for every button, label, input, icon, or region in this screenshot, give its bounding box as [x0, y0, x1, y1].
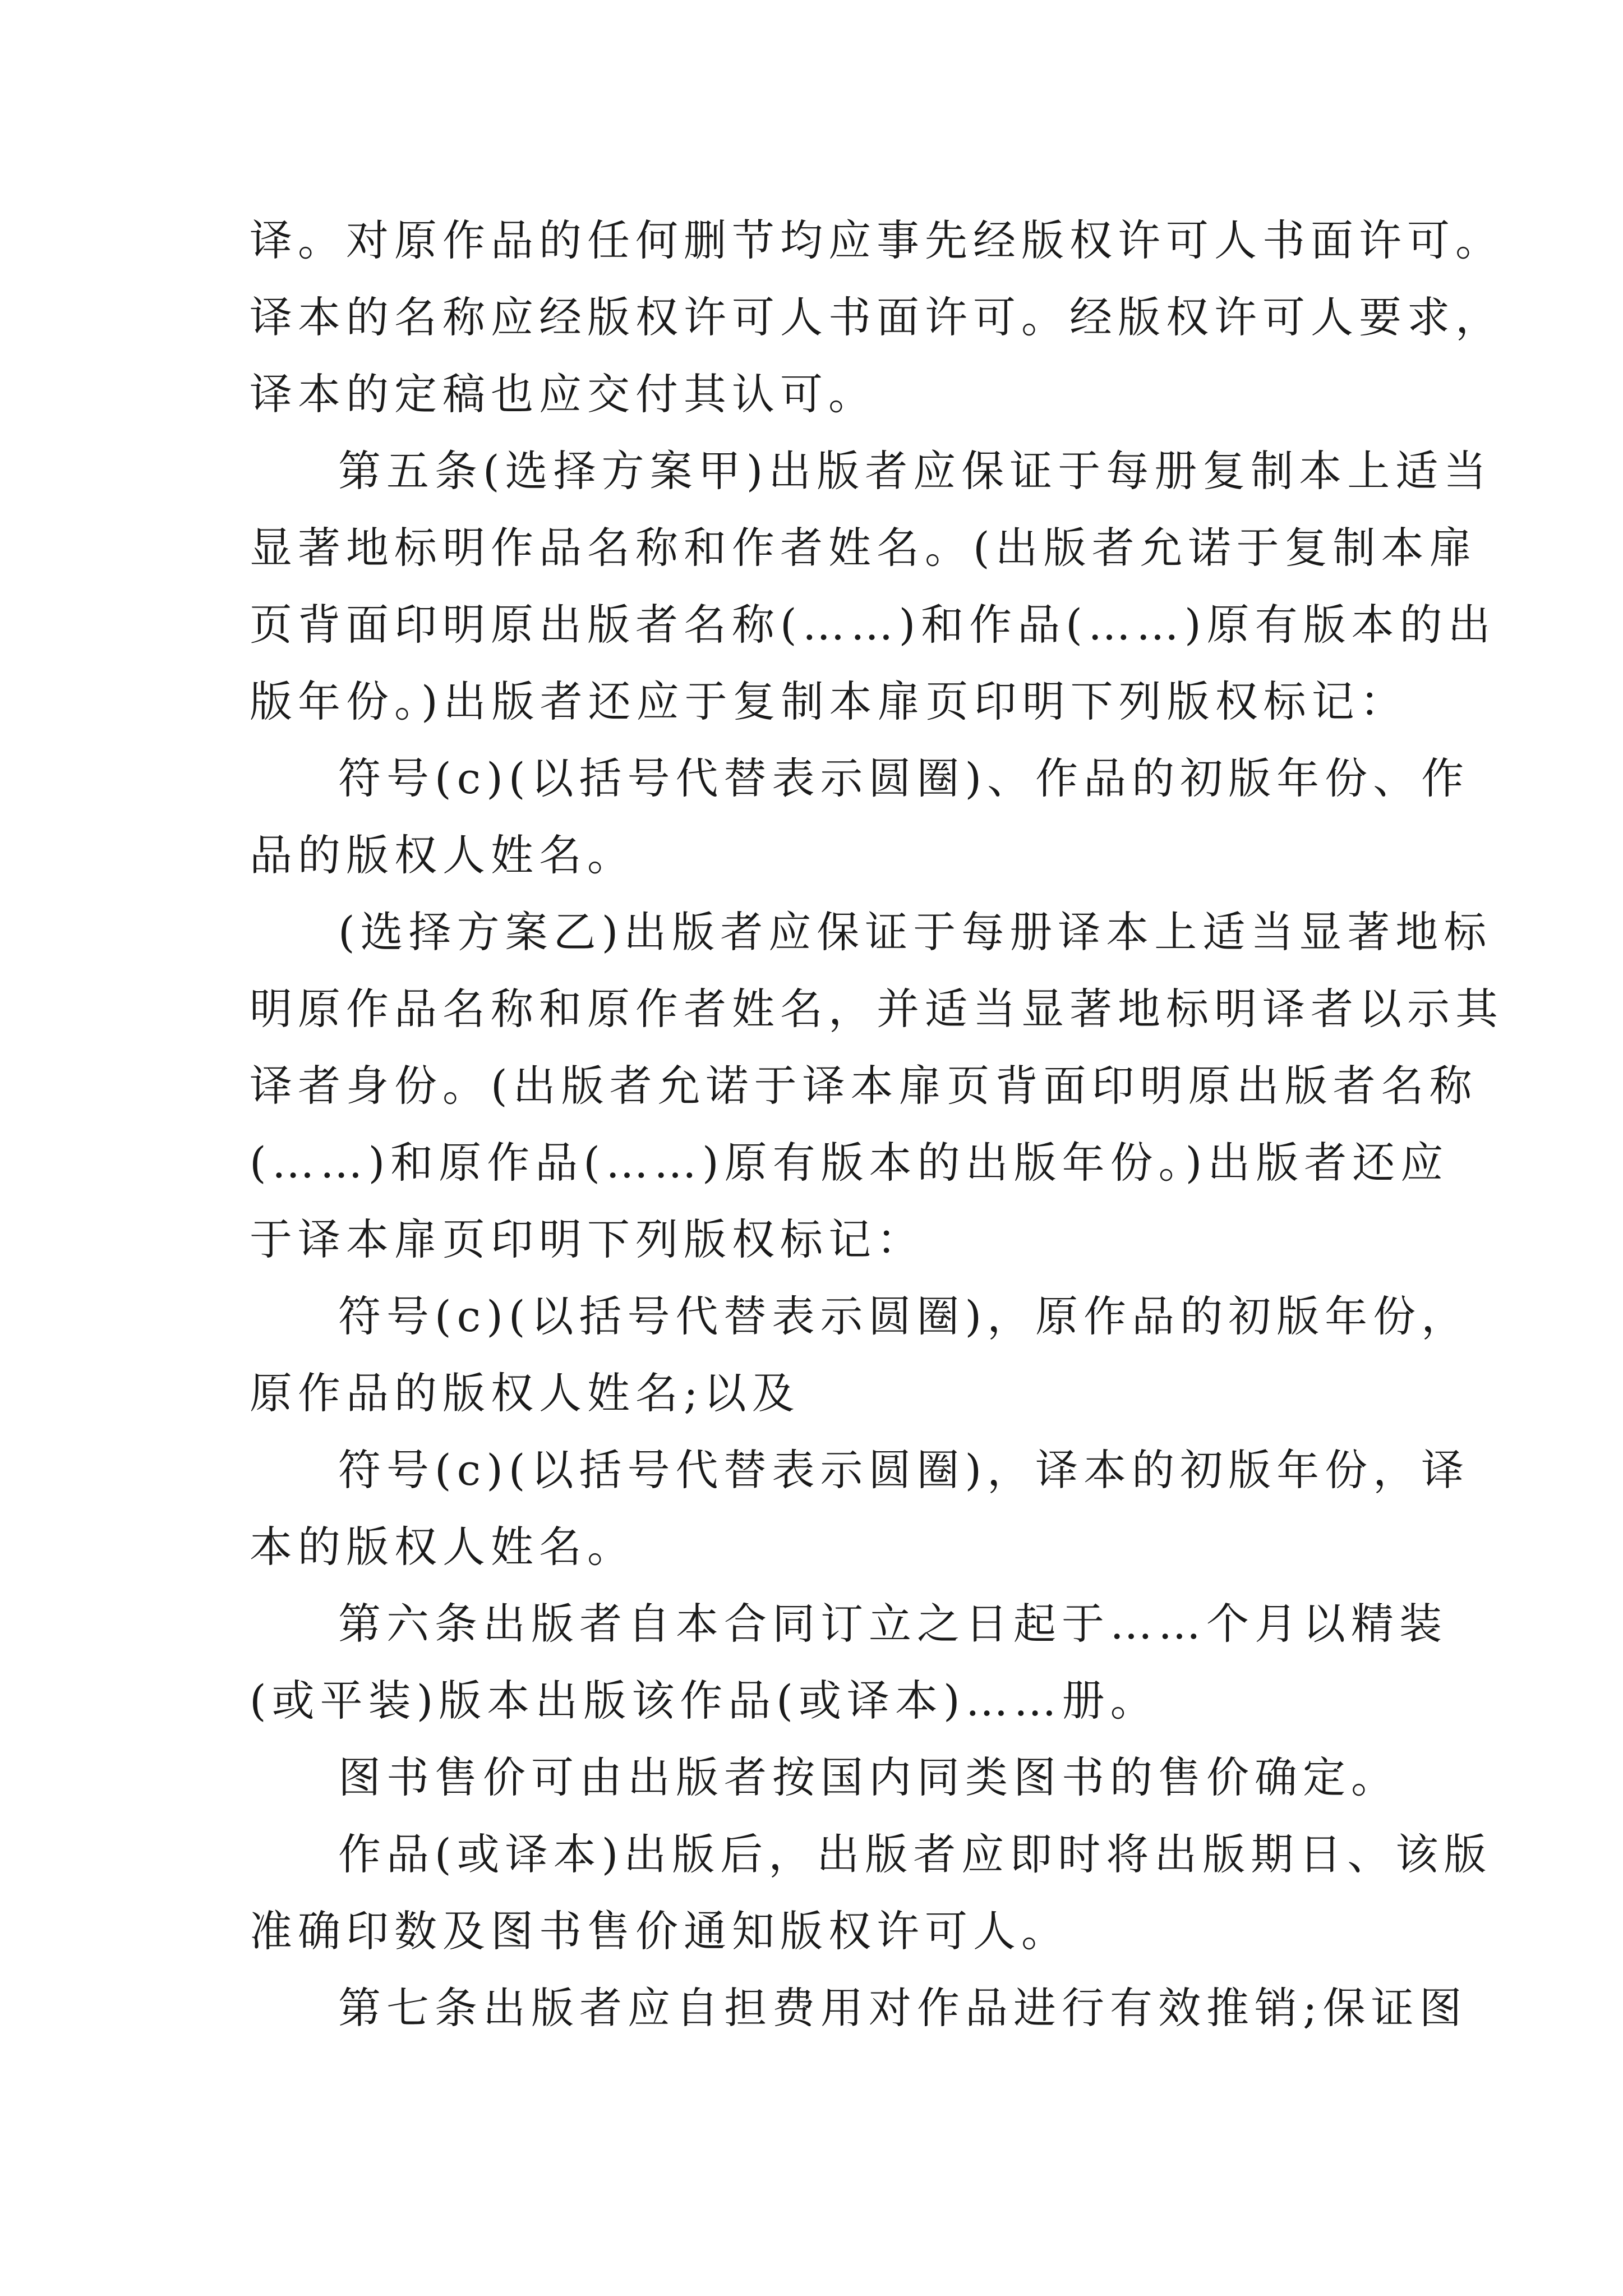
text-line: 明原作品名称和原作者姓名，并适当显著地标明译者以示其	[250, 984, 1504, 1034]
paragraph-first-line: 第六条出版者自本合同订立之日起于……个月以精装	[338, 1599, 1447, 1649]
paragraph-first-line: 第七条出版者应自担费用对作品进行有效推销;保证图	[338, 1983, 1468, 2033]
paragraph-first-line: 符号(c)(以括号代替表示圆圈)、作品的初版年份、作	[338, 753, 1470, 803]
text-line: 译者身份。(出版者允诺于译本扉页背面印明原出版者名称	[250, 1061, 1478, 1111]
paragraph-first-line: 第五条(选择方案甲)出版者应保证于每册复制本上适当	[338, 446, 1492, 496]
paragraph-first-line: 图书售价可由出版者按国内同类图书的售价确定。	[338, 1752, 1399, 1802]
paragraph-first-line: 符号(c)(以括号代替表示圆圈)，译本的初版年份，译	[338, 1445, 1470, 1495]
text-line: 页背面印明原出版者名称(……)和作品(……)原有版本的出	[250, 600, 1496, 650]
paragraph-first-line: 作品(或译本)出版后，出版者应即时将出版期日、该版	[338, 1829, 1492, 1879]
paragraph-first-line: (选择方案乙)出版者应保证于每册译本上适当显著地标	[338, 907, 1492, 957]
text-line: 于译本扉页印明下列版权标记：	[250, 1214, 925, 1264]
document-body	[250, 202, 1504, 2046]
text-line: (或平装)版本出版该作品(或译本)……册。	[250, 1676, 1159, 1726]
text-line: 本的版权人姓名。	[250, 1522, 635, 1572]
text-line: 译本的定稿也应交付其认可。	[250, 369, 877, 419]
text-line: (……)和原作品(……)原有版本的出版年份。)出版者还应	[250, 1138, 1449, 1188]
text-line: 原作品的版权人姓名;以及	[250, 1368, 800, 1418]
text-line: 品的版权人姓名。	[250, 830, 635, 880]
text-line: 译本的名称应经版权许可人书面许可。经版权许可人要求，	[250, 292, 1504, 342]
text-line: 版年份。)出版者还应于复制本扉页印明下列版权标记：	[250, 677, 1408, 726]
paragraph-first-line: 符号(c)(以括号代替表示圆圈)，原作品的初版年份，	[338, 1291, 1470, 1341]
text-line: 译。对原作品的任何删节均应事先经版权许可人书面许可。	[250, 215, 1504, 265]
text-line: 显著地标明作品名称和作者姓名。(出版者允诺于复制本扉	[250, 523, 1478, 573]
text-line: 准确印数及图书售价通知版权许可人。	[250, 1906, 1069, 1956]
